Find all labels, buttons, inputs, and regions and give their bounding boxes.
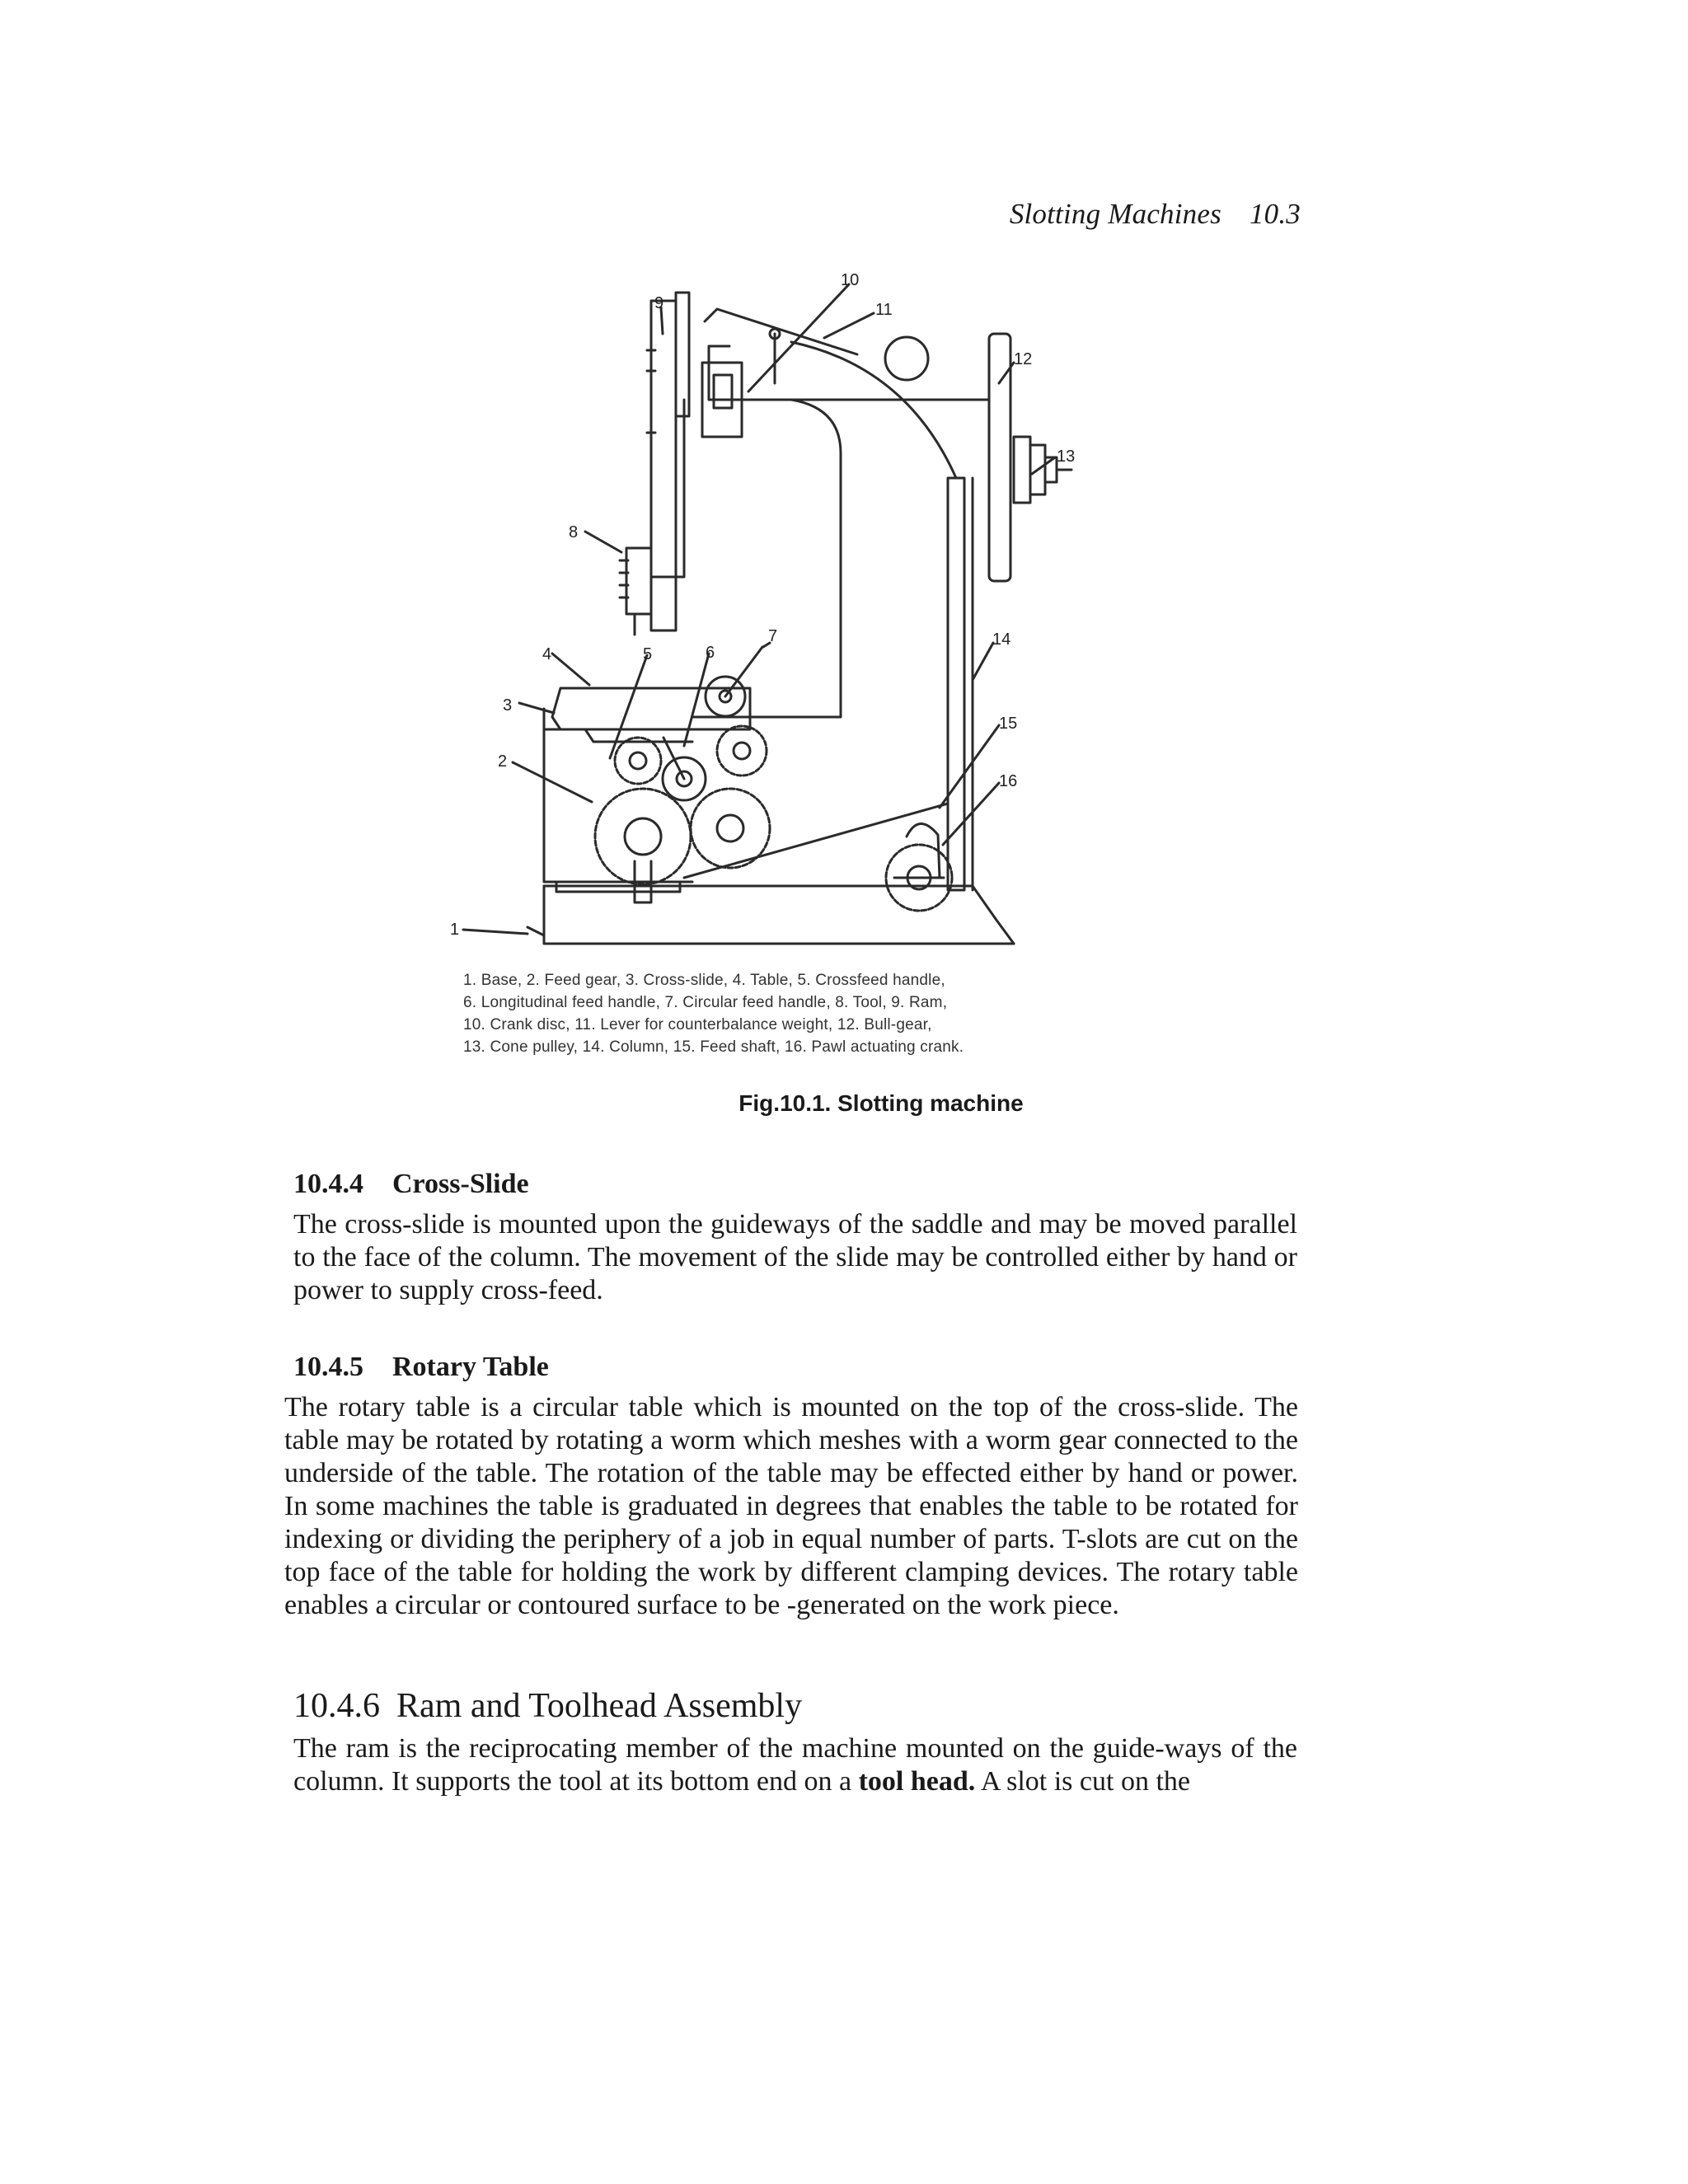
section-body: The rotary table is a circular table which is mounted on the top of the cross-slide. The table may be rotated by rotating a worm which meshes with a worm gear connected to the underside of the table. The rotation of the table may be effected either by hand or power. In some machines the table is graduated in degrees that enables the table to be rotated for indexing or dividing the periphery of a job in equal number of parts. T-slots are cut on the top face of the table for holding the work by different clamping devices. The rotary table enables a circular or contoured surface to be -generated on the work piece. — [284, 1392, 1298, 1620]
section-title: Cross-Slide — [392, 1169, 529, 1199]
running-header-title: Slotting Machines — [1009, 198, 1221, 230]
body-text: A slot is cut on the — [975, 1766, 1190, 1797]
part-label: 5 — [643, 645, 653, 663]
section-heading — [293, 1169, 1297, 1200]
section-cross-slide — [293, 1169, 1297, 1307]
part-label: 3 — [503, 696, 513, 715]
section-number: 10.4.4 — [293, 1169, 363, 1199]
figure-caption: Fig.10.1. Slotting machine — [738, 1090, 1024, 1116]
legend-line: 1. Base, 2. Feed gear, 3. Cross-slide, 4. Table, 5. Crossfeed handle, — [463, 972, 945, 989]
part-label: 12 — [1014, 350, 1033, 368]
legend-line: 10. Crank disc, 11. Lever for counterbalance weight, 12. Bull-gear, — [463, 1016, 932, 1033]
part-label: 7 — [768, 627, 778, 645]
section-title: Ram and Toolhead Assembly — [396, 1687, 803, 1725]
section-title: Rotary Table — [392, 1352, 549, 1382]
section-body — [293, 1732, 1297, 1798]
slotting-machine-figure — [445, 268, 1088, 993]
section-heading — [284, 1352, 1298, 1383]
legend-line: 6. Longitudinal feed handle, 7. Circular feed handle, 8. Tool, 9. Ram, — [463, 994, 948, 1011]
part-label: 11 — [875, 301, 893, 319]
body-bold-term: tool head. — [858, 1766, 976, 1797]
part-label: 6 — [706, 644, 715, 662]
part-label: 13 — [1057, 448, 1076, 466]
part-label: 4 — [542, 645, 552, 663]
section-ram-toolhead — [293, 1686, 1297, 1798]
section-rotary-table — [284, 1352, 1298, 1622]
figure-legend — [463, 969, 1090, 1058]
section-body: The cross-slide is mounted upon the guideways of the saddle and may be moved parallel to the face of the column. The movement of the slide may be controlled either by hand or power to supply cross-feed. — [293, 1209, 1297, 1305]
running-header — [1010, 198, 1301, 231]
page-number: 10.3 — [1249, 198, 1301, 230]
part-label: 8 — [569, 523, 579, 541]
section-number: 10.4.5 — [293, 1352, 363, 1382]
part-labels — [445, 268, 1088, 993]
part-label: 15 — [999, 715, 1018, 733]
part-label: 14 — [992, 630, 1011, 649]
part-label: 9 — [654, 294, 664, 312]
section-number: 10.4.6 — [293, 1687, 380, 1725]
section-heading — [293, 1686, 1297, 1726]
body-text: The ram is the reciprocating member of the machine mounted on the guide-ways of the column. It supports the tool at its bottom end on a — [293, 1733, 1297, 1797]
part-label: 10 — [841, 271, 860, 289]
legend-line: 13. Cone pulley, 14. Column, 15. Feed shaft, 16. Pawl actuating crank. — [463, 1038, 964, 1056]
part-label: 2 — [498, 752, 508, 771]
part-label: 16 — [999, 772, 1018, 790]
part-label: 1 — [450, 921, 460, 939]
